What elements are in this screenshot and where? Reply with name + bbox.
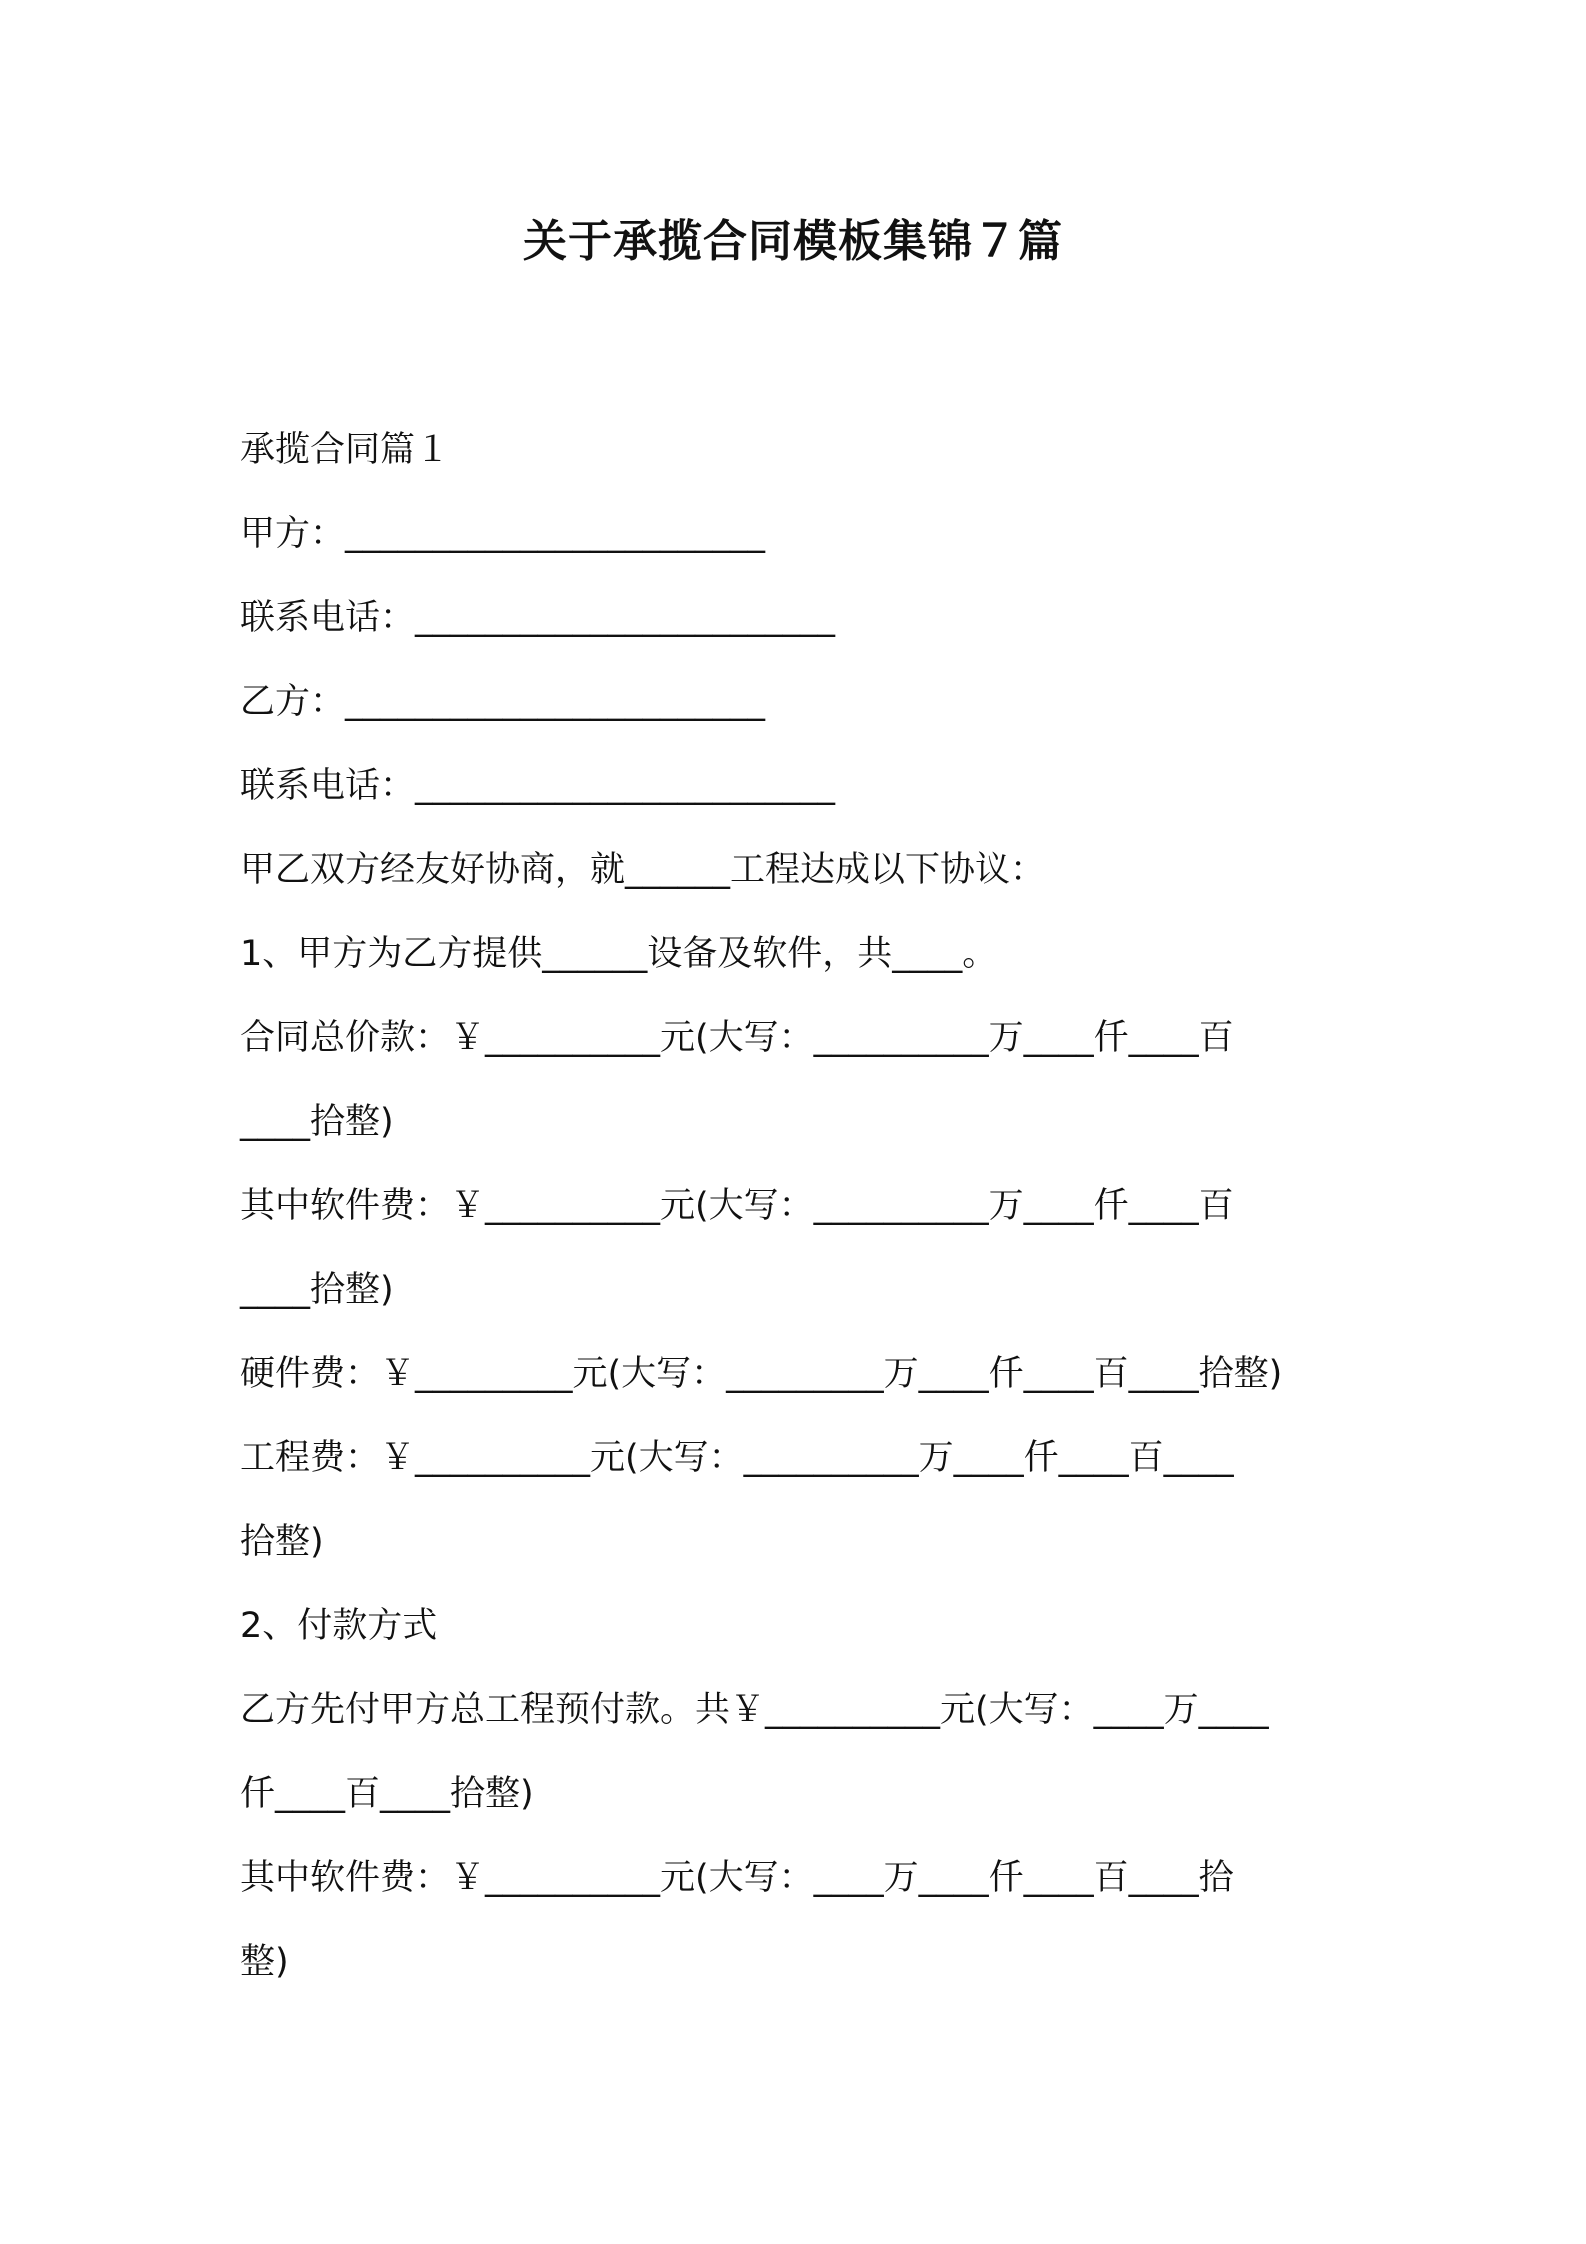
engineering-fee-line: 工程费：￥__________元(大写：__________万____仟____百____: [240, 1438, 1234, 1478]
engineering-fee-line-cont: 拾整): [240, 1522, 324, 1562]
prepayment-line: 乙方先付甲方总工程预付款。共￥__________元(大写：____万____: [240, 1690, 1269, 1730]
party-a-field: 甲方：________________________: [240, 514, 766, 554]
party-b-phone-field: 联系电话：________________________: [240, 766, 836, 806]
document-title: 关于承揽合同模板集锦７篇: [523, 216, 1063, 267]
prepayment-software-fee-line: 其中软件费：￥__________元(大写：____万____仟____百____拾: [240, 1858, 1234, 1898]
software-fee-line: 其中软件费：￥__________元(大写：__________万____仟____百: [240, 1186, 1234, 1226]
clause-2-heading: 2、付款方式: [240, 1606, 438, 1646]
total-price-line-cont: ____拾整): [240, 1102, 394, 1142]
party-a-phone-field: 联系电话：________________________: [240, 598, 836, 638]
prepayment-line-cont: 仟____百____拾整): [240, 1774, 534, 1814]
document-body: [240, 408, 1350, 2004]
clause-1: 1、甲方为乙方提供______设备及软件，共____。: [240, 934, 998, 974]
agreement-intro: 甲乙双方经友好协商，就______工程达成以下协议：: [240, 850, 1046, 890]
prepayment-software-fee-line-cont: 整): [240, 1942, 289, 1982]
total-price-line: 合同总价款：￥__________元(大写：__________万____仟____百: [240, 1018, 1234, 1058]
hardware-fee-line: 硬件费：￥_________元(大写：_________万____仟____百____拾整): [240, 1354, 1283, 1394]
party-b-field: 乙方：________________________: [240, 682, 766, 722]
section-heading: 承揽合同篇１: [240, 430, 451, 470]
software-fee-line-cont: ____拾整): [240, 1270, 394, 1310]
